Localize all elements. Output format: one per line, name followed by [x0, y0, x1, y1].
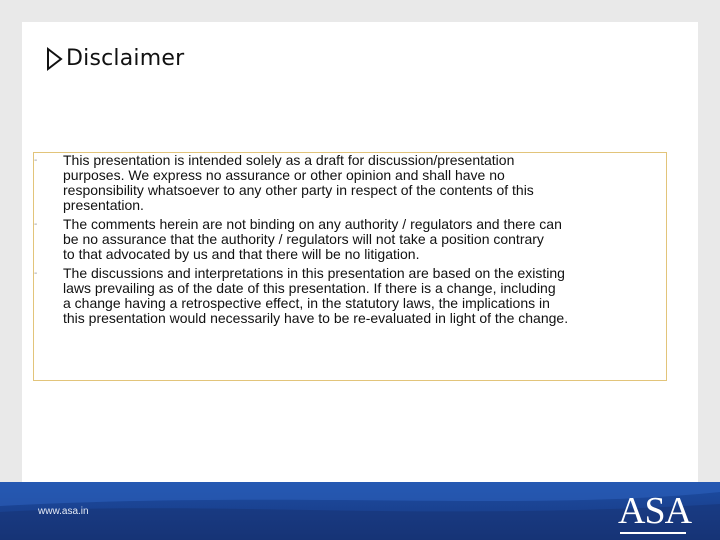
bullet-marker: -: [34, 219, 38, 230]
arrow-bullet-icon: [46, 46, 64, 72]
footer-bar: [0, 482, 720, 540]
bullet-text-line: presentation.: [63, 197, 144, 213]
bullet-marker: -: [34, 155, 38, 166]
slide-title-row: [46, 46, 184, 72]
disclaimer-bullet: [34, 153, 666, 213]
bullet-text-line: responsibility whatsoever to any other party in respect of the contents of this: [63, 182, 534, 198]
logo-underline: [620, 532, 686, 534]
disclaimer-bullet: [34, 266, 666, 326]
bullet-text-line: be no assurance that the authority / regulators will not take a position contrary: [63, 231, 544, 247]
bullet-text-line: a change having a retrospective effect, in the statutory laws, the implications in: [63, 295, 550, 311]
asa-logo: ASA: [618, 490, 692, 532]
slide: [22, 22, 698, 482]
bullet-text-line: The discussions and interpretations in this presentation are based on the existing: [63, 265, 565, 281]
disclaimer-box: [33, 152, 667, 381]
bullet-text-line: laws prevailing as of the date of this presentation. If there is a change, including: [63, 280, 556, 296]
footer-url[interactable]: www.asa.in: [38, 506, 89, 517]
disclaimer-bullet: [34, 217, 666, 262]
bullet-text-line: purposes. We express no assurance or other opinion and shall have no: [63, 167, 505, 183]
bullet-text-line: to that advocated by us and that there will be no litigation.: [63, 246, 420, 262]
page-title: Disclaimer: [66, 46, 185, 71]
bullet-list: [34, 153, 666, 330]
bullet-text-line: This presentation is intended solely as a draft for discussion/presentation: [63, 152, 515, 168]
bullet-text-line: The comments herein are not binding on any authority / regulators and there can: [63, 216, 562, 232]
bullet-text-line: this presentation would necessarily have to be re-evaluated in light of the change.: [63, 310, 569, 326]
bullet-marker: -: [34, 268, 38, 279]
footer-swoosh-decoration: [0, 482, 720, 540]
